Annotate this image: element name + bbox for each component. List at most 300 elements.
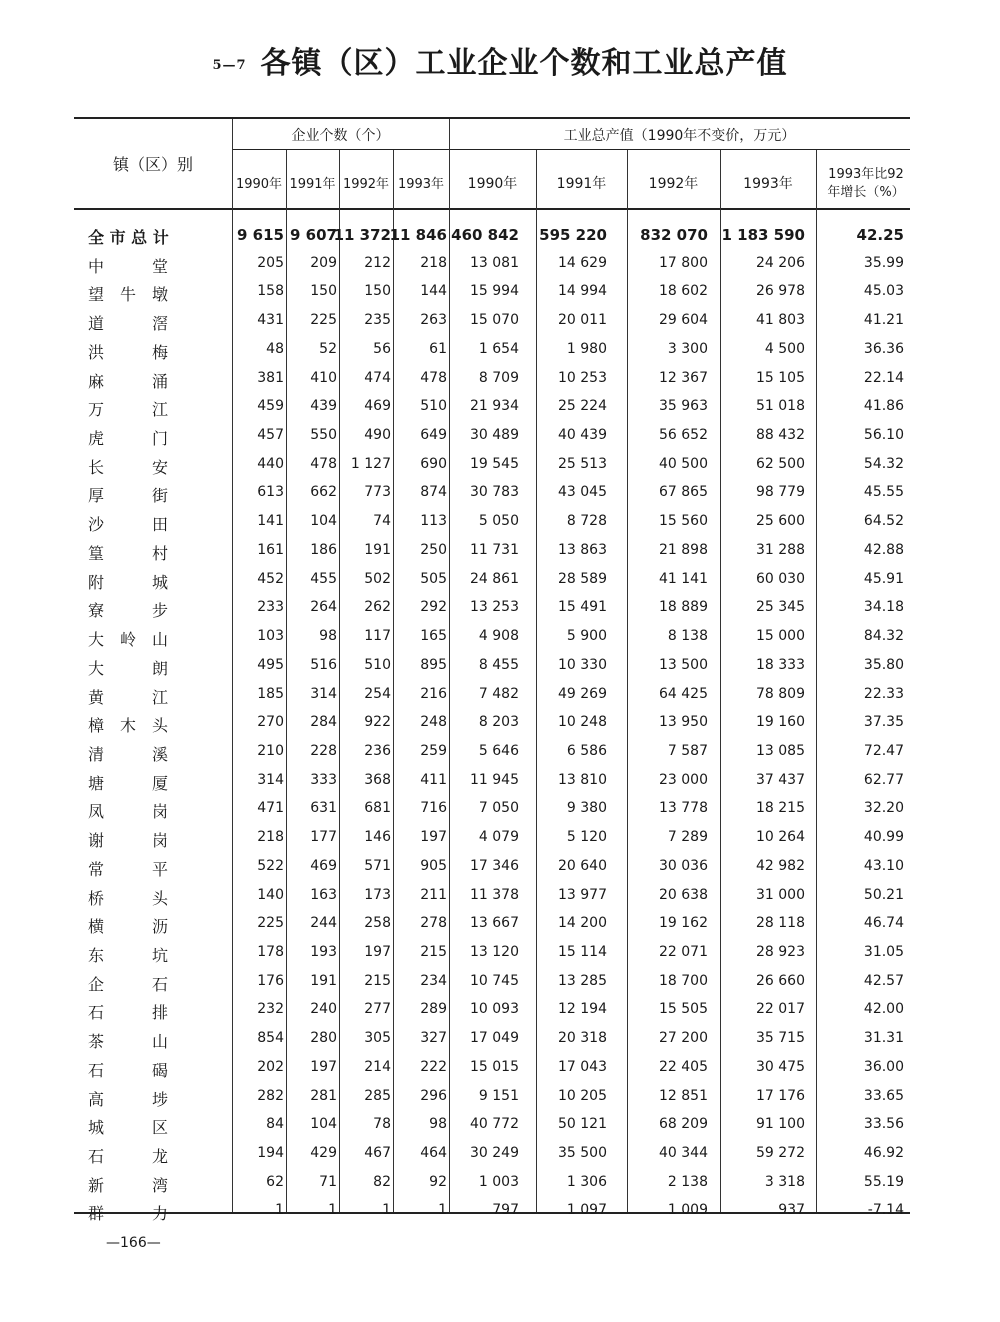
cell-o1993: 42 982: [756, 858, 805, 874]
cell-e1990: 1: [275, 1202, 284, 1218]
cell-o1990: 11 731: [470, 542, 519, 558]
cell-e1990: 84: [266, 1116, 284, 1132]
cell-e1992: 773: [364, 484, 391, 500]
cell-g: 42.00: [863, 1001, 904, 1017]
cell-o1993: 17 176: [756, 1088, 805, 1104]
cell-e1993: 292: [420, 599, 447, 615]
cell-g: 37.35: [863, 714, 904, 730]
cell-e1992: 78: [373, 1116, 391, 1132]
cell-o1993: 30 475: [756, 1059, 805, 1075]
cell-e1993: 1: [438, 1202, 447, 1218]
region-name: 麻 涌: [88, 372, 169, 391]
cell-e1992: 1: [382, 1202, 391, 1218]
cell-e1993: 874: [420, 484, 447, 500]
cell-e1993: 215: [420, 944, 447, 960]
cell-e1990: 314: [257, 772, 284, 788]
cell-g: 54.32: [863, 456, 904, 472]
cell-e1990: 218: [257, 829, 284, 845]
cell-e1992: 1 127: [350, 456, 391, 472]
col-divider: [816, 150, 817, 1212]
cell-e1993: 61: [429, 341, 447, 357]
region-name: 樟 木 头: [88, 716, 169, 735]
cell-g: 42.25: [856, 226, 904, 244]
cell-o1990: 13 667: [470, 915, 519, 931]
cell-o1993: 18 215: [756, 800, 805, 816]
cell-e1990: 431: [257, 312, 284, 328]
cell-o1990: 13 081: [470, 255, 519, 271]
cell-e1990: 202: [257, 1059, 284, 1075]
cell-e1993: 649: [420, 427, 447, 443]
region-name: 中 堂: [88, 257, 169, 276]
cell-g: 40.99: [863, 829, 904, 845]
cell-e1990: 158: [257, 283, 284, 299]
cell-e1992: 474: [364, 370, 391, 386]
region-name: 黄 江: [88, 688, 169, 707]
cell-o1993: 41 803: [756, 312, 805, 328]
cell-g: 64.52: [863, 513, 904, 529]
cell-g: 35.80: [863, 657, 904, 673]
region-name: 长 安: [88, 458, 169, 477]
cell-e1990: 205: [257, 255, 284, 271]
cell-o1990: 15 070: [470, 312, 519, 328]
cell-o1992: 832 070: [640, 226, 708, 244]
cell-e1991: 550: [310, 427, 337, 443]
cell-g: 62.77: [863, 772, 904, 788]
cell-g: 50.21: [863, 887, 904, 903]
cell-o1990: 1 654: [478, 341, 519, 357]
cell-o1992: 29 604: [659, 312, 708, 328]
region-name: 万 江: [88, 400, 169, 419]
cell-o1990: 13 253: [470, 599, 519, 615]
cell-o1991: 40 439: [558, 427, 607, 443]
cell-e1991: 455: [310, 571, 337, 587]
cell-e1990: 459: [257, 398, 284, 414]
region-name: 厚 街: [88, 486, 169, 505]
cell-g: 56.10: [863, 427, 904, 443]
cell-g: 33.65: [863, 1088, 904, 1104]
cell-e1993: 289: [420, 1001, 447, 1017]
cell-g: 31.05: [863, 944, 904, 960]
cell-e1991: 104: [310, 513, 337, 529]
cell-e1991: 469: [310, 858, 337, 874]
cell-e1992: 258: [364, 915, 391, 931]
cell-o1993: 26 660: [756, 973, 805, 989]
cell-e1990: 232: [257, 1001, 284, 1017]
cell-o1990: 7 482: [478, 686, 519, 702]
region-name: 城 区: [88, 1118, 169, 1137]
cell-o1990: 797: [492, 1202, 519, 1218]
cell-o1993: 98 779: [756, 484, 805, 500]
cell-g: 46.92: [863, 1145, 904, 1161]
cell-e1992: 510: [364, 657, 391, 673]
cell-e1990: 103: [257, 628, 284, 644]
cell-e1992: 215: [364, 973, 391, 989]
cell-o1991: 5 900: [566, 628, 607, 644]
cell-g: 43.10: [863, 858, 904, 874]
cell-o1992: 1 009: [667, 1202, 708, 1218]
cell-e1991: 209: [310, 255, 337, 271]
region-name: 大 朗: [88, 659, 169, 678]
cell-o1991: 12 194: [558, 1001, 607, 1017]
cell-o1990: 4 908: [478, 628, 519, 644]
cell-o1991: 595 220: [539, 226, 607, 244]
cell-o1990: 19 545: [470, 456, 519, 472]
cell-o1991: 25 224: [558, 398, 607, 414]
cell-e1991: 52: [319, 341, 337, 357]
region-name: 道 滘: [88, 314, 169, 333]
cell-e1991: 284: [310, 714, 337, 730]
cell-o1990: 7 050: [478, 800, 519, 816]
header-bottom-rule: [74, 208, 910, 210]
cell-o1993: 31 288: [756, 542, 805, 558]
cell-o1993: 26 978: [756, 283, 805, 299]
cell-g: 46.74: [863, 915, 904, 931]
cell-o1990: 21 934: [470, 398, 519, 414]
cell-o1991: 20 640: [558, 858, 607, 874]
cell-o1990: 1 003: [478, 1174, 519, 1190]
cell-o1992: 13 950: [659, 714, 708, 730]
region-name: 谢 岗: [88, 831, 169, 850]
cell-e1990: 141: [257, 513, 284, 529]
cell-o1993: 88 432: [756, 427, 805, 443]
cell-e1992: 82: [373, 1174, 391, 1190]
cell-e1992: 305: [364, 1030, 391, 1046]
region-name: 石 龙: [88, 1147, 169, 1166]
cell-g: 33.56: [863, 1116, 904, 1132]
cell-e1992: 212: [364, 255, 391, 271]
header-enterprises-group: 企业个数（个）: [291, 128, 390, 144]
cell-o1993: 4 500: [764, 341, 805, 357]
cell-g: 42.57: [863, 973, 904, 989]
cell-o1990: 11 378: [470, 887, 519, 903]
region-name: 塘 厦: [88, 774, 169, 793]
cell-e1993: 278: [420, 915, 447, 931]
cell-o1992: 22 405: [659, 1059, 708, 1075]
table-number: 5—7: [212, 57, 247, 73]
cell-o1992: 19 162: [659, 915, 708, 931]
region-name: 沙 田: [88, 515, 169, 534]
cell-o1990: 15 994: [470, 283, 519, 299]
cell-o1993: 15 105: [756, 370, 805, 386]
region-name: 附 城: [88, 573, 169, 592]
cell-e1990: 48: [266, 341, 284, 357]
cell-e1991: 631: [310, 800, 337, 816]
cell-e1993: 250: [420, 542, 447, 558]
cell-o1991: 5 120: [566, 829, 607, 845]
cell-g: 35.99: [863, 255, 904, 271]
cell-e1992: 254: [364, 686, 391, 702]
cell-e1990: 270: [257, 714, 284, 730]
cell-e1990: 457: [257, 427, 284, 443]
cell-e1990: 9 615: [237, 226, 284, 244]
header-o1991: 1991年: [556, 176, 607, 192]
cell-o1993: 15 000: [756, 628, 805, 644]
cell-o1993: 19 160: [756, 714, 805, 730]
cell-o1991: 6 586: [566, 743, 607, 759]
cell-o1992: 15 505: [659, 1001, 708, 1017]
cell-o1991: 10 248: [558, 714, 607, 730]
region-name: 茶 山: [88, 1032, 169, 1051]
cell-o1992: 7 587: [667, 743, 708, 759]
header-e1993: 1993年: [397, 177, 445, 192]
cell-g: 45.55: [863, 484, 904, 500]
cell-e1993: 216: [420, 686, 447, 702]
region-name: 清 溪: [88, 745, 169, 764]
cell-e1993: 218: [420, 255, 447, 271]
cell-e1993: 222: [420, 1059, 447, 1075]
cell-o1992: 30 036: [659, 858, 708, 874]
cell-o1990: 11 945: [470, 772, 519, 788]
region-name: 望 牛 墩: [88, 285, 169, 304]
cell-e1993: 411: [420, 772, 447, 788]
cell-o1993: 60 030: [756, 571, 805, 587]
cell-o1992: 68 209: [659, 1116, 708, 1132]
header-output-group: 工业总产值（1990年不变价，万元）: [563, 128, 796, 144]
col-divider: [536, 150, 537, 1212]
cell-e1991: 104: [310, 1116, 337, 1132]
region-name: 横 沥: [88, 917, 169, 936]
header-o1992: 1992年: [648, 176, 699, 192]
region-name: 高 埗: [88, 1090, 169, 1109]
cell-e1991: 225: [310, 312, 337, 328]
cell-e1991: 150: [310, 283, 337, 299]
cell-e1992: 262: [364, 599, 391, 615]
cell-g: 45.03: [863, 283, 904, 299]
cell-o1990: 5 646: [478, 743, 519, 759]
cell-e1993: 505: [420, 571, 447, 587]
cell-e1990: 381: [257, 370, 284, 386]
cell-e1992: 74: [373, 513, 391, 529]
cell-g: 42.88: [863, 542, 904, 558]
cell-e1991: 197: [310, 1059, 337, 1075]
cell-o1991: 1 097: [566, 1202, 607, 1218]
cell-o1993: 37 437: [756, 772, 805, 788]
cell-o1992: 13 778: [659, 800, 708, 816]
cell-e1991: 662: [310, 484, 337, 500]
cell-o1991: 13 285: [558, 973, 607, 989]
cell-o1992: 56 652: [659, 427, 708, 443]
cell-o1992: 23 000: [659, 772, 708, 788]
cell-g: -7.14: [867, 1202, 904, 1218]
cell-e1990: 613: [257, 484, 284, 500]
cell-o1991: 49 269: [558, 686, 607, 702]
cell-e1990: 522: [257, 858, 284, 874]
cell-e1990: 495: [257, 657, 284, 673]
cell-e1993: 98: [429, 1116, 447, 1132]
region-name: 凤 岗: [88, 802, 169, 821]
cell-o1991: 1 980: [566, 341, 607, 357]
cell-e1993: 144: [420, 283, 447, 299]
cell-o1991: 20 011: [558, 312, 607, 328]
cell-o1993: 3 318: [764, 1174, 805, 1190]
cell-o1990: 8 203: [478, 714, 519, 730]
cell-e1991: 314: [310, 686, 337, 702]
cell-e1990: 194: [257, 1145, 284, 1161]
cell-e1992: 502: [364, 571, 391, 587]
cell-e1993: 92: [429, 1174, 447, 1190]
cell-e1990: 225: [257, 915, 284, 931]
cell-e1993: 197: [420, 829, 447, 845]
cell-e1990: 210: [257, 743, 284, 759]
cell-e1991: 191: [310, 973, 337, 989]
cell-e1991: 280: [310, 1030, 337, 1046]
cell-o1993: 51 018: [756, 398, 805, 414]
cell-e1992: 146: [364, 829, 391, 845]
cell-e1991: 186: [310, 542, 337, 558]
cell-o1993: 18 333: [756, 657, 805, 673]
header-e1992: 1992年: [342, 177, 390, 192]
cell-o1991: 25 513: [558, 456, 607, 472]
cell-o1990: 24 861: [470, 571, 519, 587]
cell-o1992: 12 851: [659, 1088, 708, 1104]
region-name: 大 岭 山: [88, 630, 169, 649]
cell-e1992: 235: [364, 312, 391, 328]
region-name: 寮 步: [88, 601, 169, 620]
cell-o1992: 13 500: [659, 657, 708, 673]
cell-o1992: 64 425: [659, 686, 708, 702]
cell-e1992: 197: [364, 944, 391, 960]
cell-o1993: 91 100: [756, 1116, 805, 1132]
cell-o1991: 15 491: [558, 599, 607, 615]
cell-o1991: 13 863: [558, 542, 607, 558]
cell-o1992: 18 602: [659, 283, 708, 299]
cell-g: 41.86: [863, 398, 904, 414]
cell-e1993: 165: [420, 628, 447, 644]
region-name: 东 坑: [88, 946, 169, 965]
top-rule: [74, 117, 910, 119]
cell-o1991: 50 121: [558, 1116, 607, 1132]
cell-e1992: 490: [364, 427, 391, 443]
header-growth-line1: 1993年比92: [828, 167, 904, 182]
cell-o1991: 1 306: [566, 1174, 607, 1190]
cell-e1992: 150: [364, 283, 391, 299]
cell-e1990: 440: [257, 456, 284, 472]
region-name: 石 排: [88, 1003, 169, 1022]
cell-e1993: 510: [420, 398, 447, 414]
cell-e1993: 234: [420, 973, 447, 989]
cell-e1993: 905: [420, 858, 447, 874]
cell-e1991: 281: [310, 1088, 337, 1104]
cell-o1993: 59 272: [756, 1145, 805, 1161]
cell-o1991: 10 330: [558, 657, 607, 673]
cell-g: 36.00: [863, 1059, 904, 1075]
cell-o1993: 35 715: [756, 1030, 805, 1046]
cell-e1990: 176: [257, 973, 284, 989]
cell-e1991: 410: [310, 370, 337, 386]
region-name: 篁 村: [88, 544, 169, 563]
cell-e1991: 1: [328, 1202, 337, 1218]
region-name: 洪 梅: [88, 343, 169, 362]
cell-o1990: 10 093: [470, 1001, 519, 1017]
cell-o1993: 937: [778, 1202, 805, 1218]
cell-e1991: 478: [310, 456, 337, 472]
region-name: 群 力: [88, 1204, 169, 1223]
cell-e1992: 277: [364, 1001, 391, 1017]
cell-e1993: 263: [420, 312, 447, 328]
cell-o1991: 14 994: [558, 283, 607, 299]
cell-e1990: 452: [257, 571, 284, 587]
cell-o1993: 13 085: [756, 743, 805, 759]
cell-e1992: 191: [364, 542, 391, 558]
header-e1991: 1991年: [289, 177, 336, 192]
cell-e1991: 98: [319, 628, 337, 644]
cell-g: 22.33: [863, 686, 904, 702]
cell-e1991: 244: [310, 915, 337, 931]
cell-e1990: 178: [257, 944, 284, 960]
region-name: 石 碣: [88, 1061, 169, 1080]
cell-o1992: 7 289: [667, 829, 708, 845]
region-name: 新 湾: [88, 1176, 169, 1195]
cell-o1992: 22 071: [659, 944, 708, 960]
cell-e1990: 185: [257, 686, 284, 702]
cell-e1990: 62: [266, 1174, 284, 1190]
cell-g: 34.18: [863, 599, 904, 615]
cell-e1992: 56: [373, 341, 391, 357]
cell-o1990: 15 015: [470, 1059, 519, 1075]
cell-o1992: 17 800: [659, 255, 708, 271]
cell-o1991: 13 977: [558, 887, 607, 903]
cell-o1993: 24 206: [756, 255, 805, 271]
region-name: 桥 头: [88, 889, 169, 908]
cell-o1990: 8 709: [478, 370, 519, 386]
cell-o1993: 31 000: [756, 887, 805, 903]
cell-e1990: 471: [257, 800, 284, 816]
header-growth-line2: 年增长（%）: [827, 185, 905, 200]
cell-e1993: 327: [420, 1030, 447, 1046]
cell-o1991: 17 043: [558, 1059, 607, 1075]
cell-e1992: 214: [364, 1059, 391, 1075]
cell-o1990: 30 489: [470, 427, 519, 443]
cell-e1992: 11 372: [333, 226, 391, 244]
cell-o1992: 20 638: [659, 887, 708, 903]
region-name: 常 平: [88, 860, 169, 879]
cell-o1991: 14 629: [558, 255, 607, 271]
page-title: [0, 38, 1000, 82]
cell-o1992: 8 138: [667, 628, 708, 644]
cell-o1992: 2 138: [667, 1174, 708, 1190]
col-divider: [339, 150, 340, 1212]
cell-o1992: 12 367: [659, 370, 708, 386]
cell-e1990: 854: [257, 1030, 284, 1046]
cell-o1990: 4 079: [478, 829, 519, 845]
cell-e1991: 71: [319, 1174, 337, 1190]
cell-o1992: 18 700: [659, 973, 708, 989]
cell-o1992: 40 344: [659, 1145, 708, 1161]
cell-g: 36.36: [863, 341, 904, 357]
cell-o1992: 40 500: [659, 456, 708, 472]
cell-e1993: 211: [420, 887, 447, 903]
header-e1990: 1990年: [235, 177, 283, 192]
cell-o1992: 27 200: [659, 1030, 708, 1046]
cell-e1993: 464: [420, 1145, 447, 1161]
cell-o1993: 22 017: [756, 1001, 805, 1017]
cell-o1993: 10 264: [756, 829, 805, 845]
col-divider: [286, 150, 287, 1212]
cell-o1990: 9 151: [478, 1088, 519, 1104]
cell-o1991: 14 200: [558, 915, 607, 931]
cell-e1993: 716: [420, 800, 447, 816]
cell-e1993: 248: [420, 714, 447, 730]
cell-e1991: 240: [310, 1001, 337, 1017]
cell-e1993: 113: [420, 513, 447, 529]
cell-e1991: 177: [310, 829, 337, 845]
cell-o1990: 30 783: [470, 484, 519, 500]
header-region: 镇（区）别: [112, 155, 193, 174]
region-name: 全 市 总 计: [88, 228, 169, 247]
cell-g: 72.47: [863, 743, 904, 759]
cell-e1991: 439: [310, 398, 337, 414]
cell-o1991: 20 318: [558, 1030, 607, 1046]
